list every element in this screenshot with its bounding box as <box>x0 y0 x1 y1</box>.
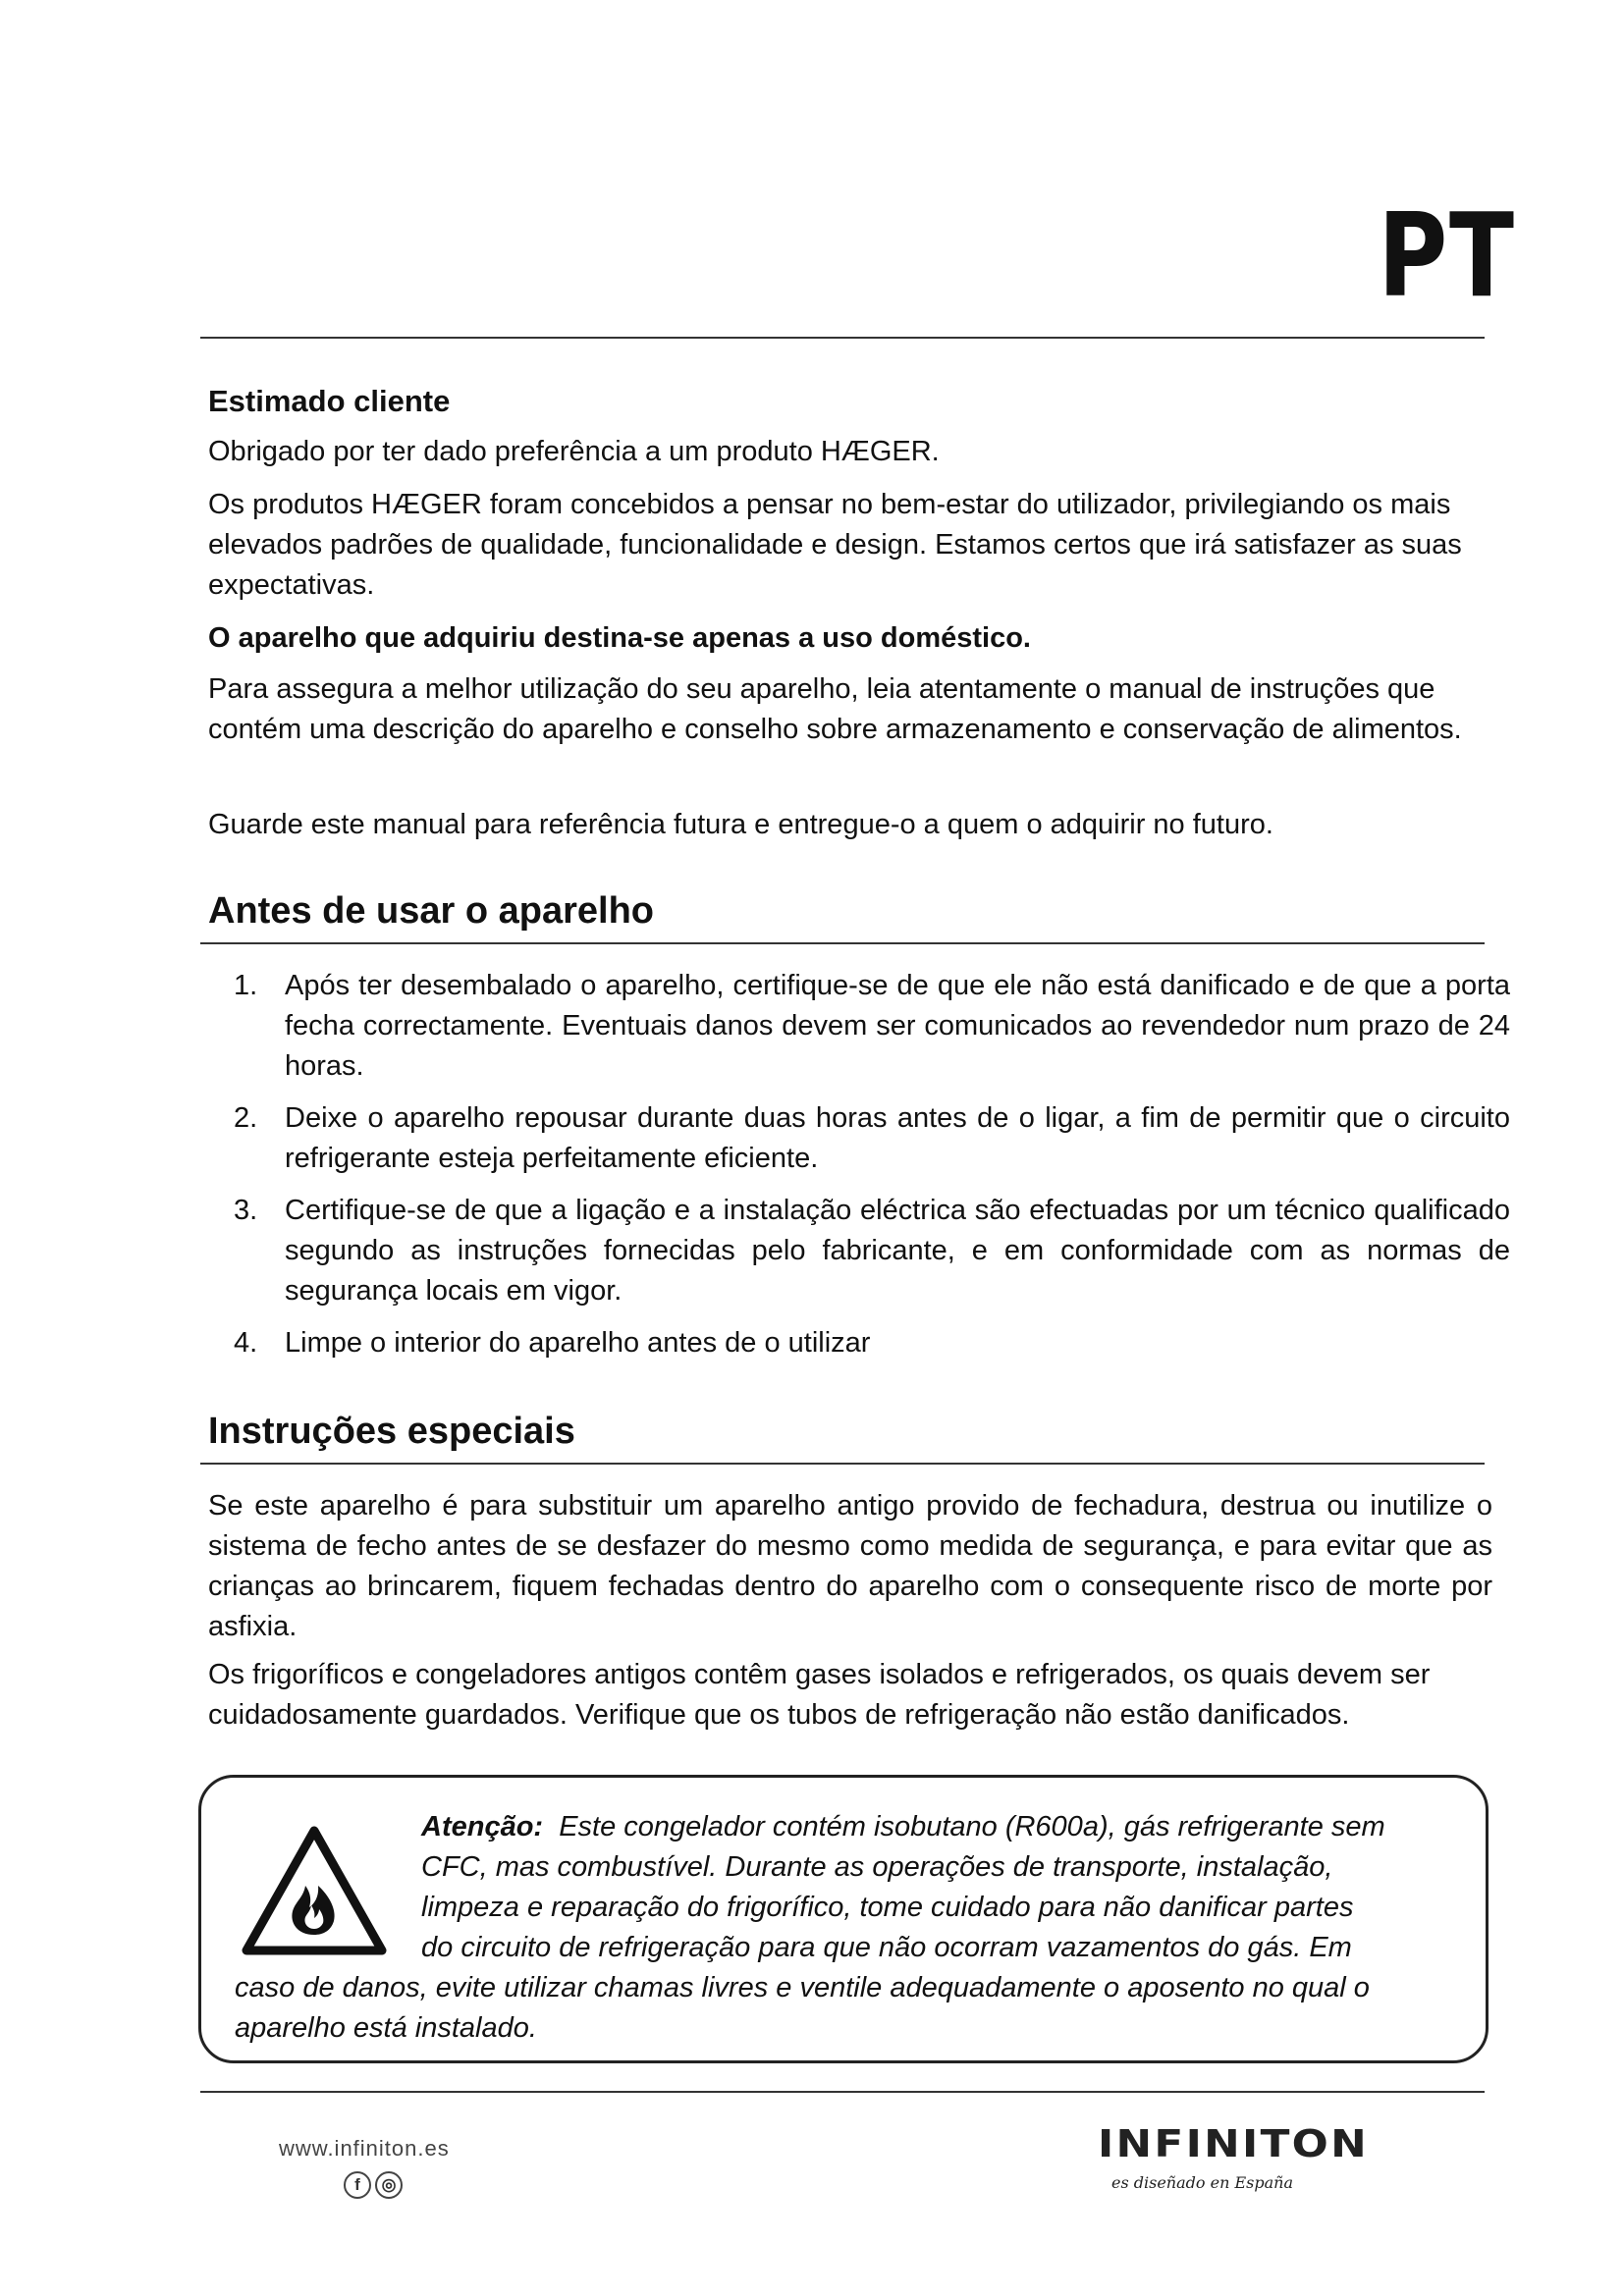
warning-line: do circuito de refrigeração para que não ocorram vazamentos do gás. Em <box>421 1932 1352 1963</box>
warning-line: CFC, mas combustível. Durante as operações de transporte, instalação, <box>421 1851 1333 1883</box>
list-item-text: Deixe o aparelho repousar durante duas horas antes de o ligar, a fim de permitir que o circuito refrigerante esteja perfeitamente eficiente. <box>285 1102 1510 1174</box>
section-title-special-instructions: Instruções especiais <box>208 1411 575 1452</box>
list-item-number: 3. <box>234 1195 258 1226</box>
list-item-number: 2. <box>234 1102 258 1134</box>
section-divider-special <box>200 1463 1485 1465</box>
intro-paragraph-2: Os produtos HÆGER foram concebidos a pensar no bem-estar do utilizador, privilegiando os mais elevados padrões de qualidade, funcionalidade e design. Estamos certos que irá satisfazer as suas expectativas. <box>208 489 1462 601</box>
special-paragraph-1: Se este aparelho é para substituir um aparelho antigo provido de fechadura, destrua ou inutilize o sistema de fecho antes de se desfazer do mesmo como medida de segurança, e para evitar que as crianças ao brincarem, fiquem fechadas dentro do aparelho com o consequente risco de morte por asfixia. <box>208 1490 1492 1642</box>
list-item-text: Certifique-se de que a ligação e a instalação eléctrica são efectuadas por um técnico qualificado segundo as instruções fornecidas pelo fabricante, e em conformidade com as normas de segurança locais em vigor. <box>285 1195 1510 1307</box>
language-code: PT <box>1378 187 1516 323</box>
footer-divider <box>200 2091 1485 2093</box>
social-links <box>344 2171 403 2199</box>
intro-paragraph-domestic-use: O aparelho que adquiriu destina-se apenas a uso doméstico. <box>208 622 1031 654</box>
brand-tagline: es diseñado en España <box>1111 2173 1293 2192</box>
instagram-icon[interactable]: ◎ <box>375 2171 403 2199</box>
list-item <box>234 1323 1510 1363</box>
intro-heading: Estimado cliente <box>208 384 451 418</box>
section-divider-before-use <box>200 942 1485 944</box>
warning-box <box>198 1775 1489 2063</box>
list-item <box>234 1098 1510 1179</box>
warning-text <box>235 1807 1482 2049</box>
intro-paragraph-5: Guarde este manual para referência futura e entregue-o a quem o adquirir no futuro. <box>208 809 1273 840</box>
before-use-list <box>234 966 1510 1375</box>
special-paragraph-2: Os frigoríficos e congeladores antigos contêm gases isolados e refrigerados, os quais devem ser cuidadosamente guardados. Verifique que os tubos de refrigeração não estão danificados. <box>208 1659 1431 1731</box>
header-divider <box>200 337 1485 339</box>
section-title-before-use: Antes de usar o aparelho <box>208 890 655 932</box>
intro-paragraph-4: Para assegura a melhor utilização do seu aparelho, leia atentamente o manual de instruções que contém uma descrição do aparelho e conselho sobre armazenamento e conservação de alimentos. <box>208 673 1462 745</box>
website-link[interactable]: www.infiniton.es <box>279 2136 450 2161</box>
warning-line-text: Este congelador contém isobutano (R600a), gás refrigerante sem <box>559 1811 1385 1842</box>
warning-line <box>235 1807 1482 1847</box>
brand-logo: INFINITON <box>1098 2122 1370 2165</box>
warning-line: limpeza e reparação do frigorífico, tome cuidado para não danificar partes <box>421 1892 1354 1923</box>
warning-line: aparelho está instalado. <box>235 2012 537 2044</box>
list-item-number: 4. <box>234 1327 258 1359</box>
warning-line: caso de danos, evite utilizar chamas livres e ventile adequadamente o aposento no qual o <box>235 1972 1370 2003</box>
facebook-icon[interactable]: f <box>344 2171 371 2199</box>
list-item <box>234 1191 1510 1311</box>
warning-label: Atenção: <box>421 1811 544 1842</box>
list-item-text: Após ter desembalado o aparelho, certifique-se de que ele não está danificado e de que a porta fecha correctamente. Eventuais danos devem ser comunicados ao revendedor num prazo de 24 horas. <box>285 970 1510 1082</box>
list-item-number: 1. <box>234 970 258 1001</box>
list-item-text: Limpe o interior do aparelho antes de o utilizar <box>285 1327 871 1359</box>
intro-paragraph-1: Obrigado por ter dado preferência a um produto HÆGER. <box>208 436 940 467</box>
list-item <box>234 966 1510 1087</box>
